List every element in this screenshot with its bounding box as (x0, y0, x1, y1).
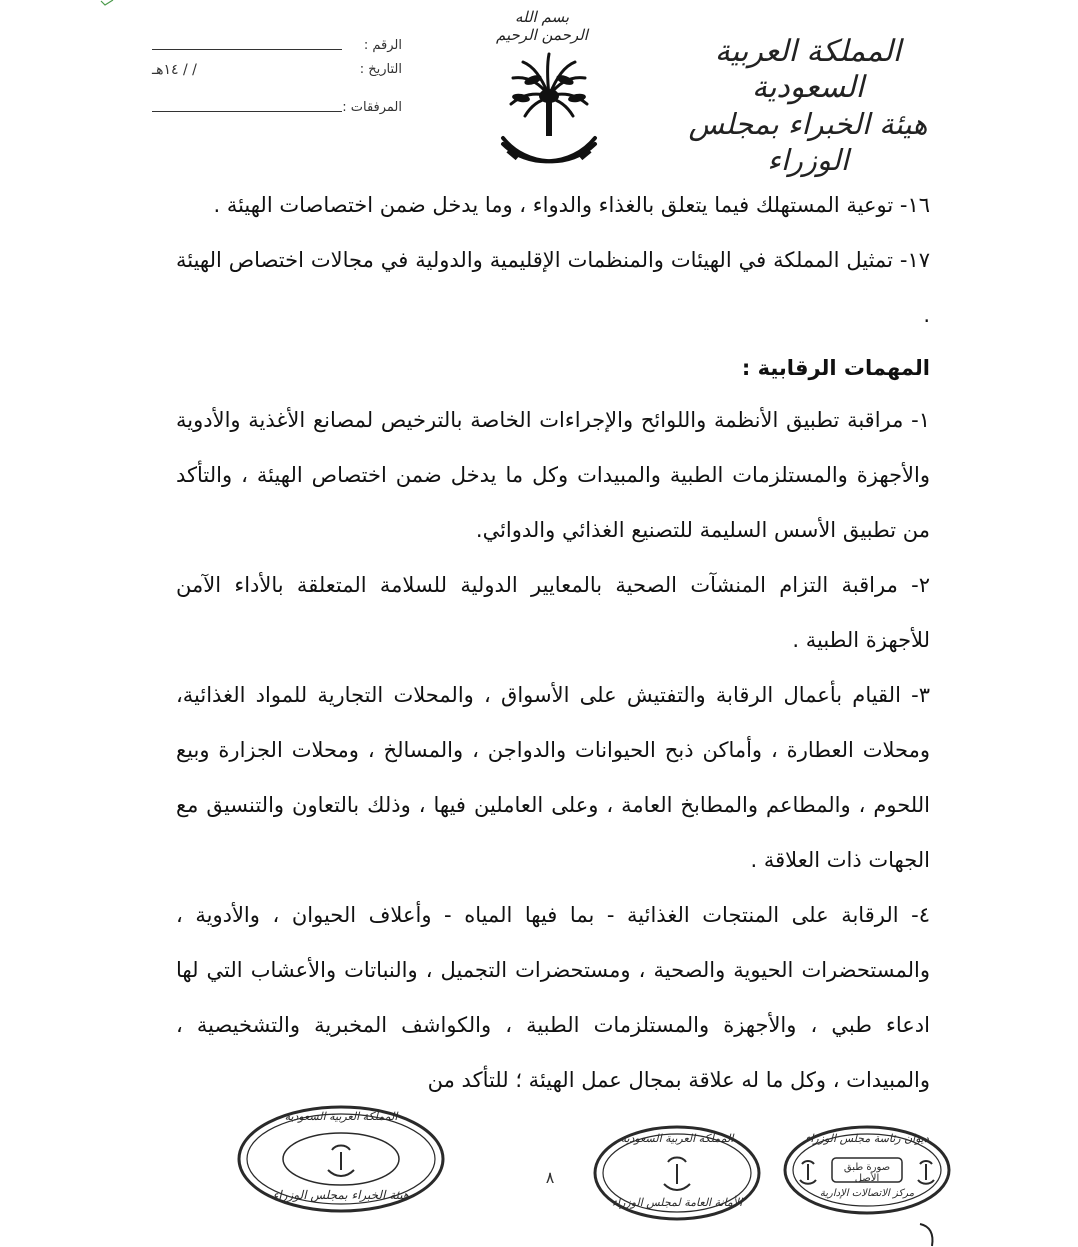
list-item-4: ٤- الرقابة على المنتجات الغذائية - بما فيها المياه - وأعلاف الحيوان ، والأدوية ، والمستحضرات الحيوية والصحية ، ومستحضرات التجميل ، والنباتات والأعشاب التي لها ادعاء طبي ، والأجهزة والمستلزمات الطبية ، والكواشف المخبرية والتشخيصية ، والمبيدات ، وكل ما له علاقة بمجال عمل الهيئة ؛ للتأكد من (176, 903, 930, 1092)
ref-number-label: الرقم : (363, 38, 402, 53)
seal-top-text: ديوان رئاسة مجلس الوزراء (805, 1132, 929, 1145)
attachments-row (152, 96, 402, 120)
seal-bottom-text: مركز الاتصالات الإدارية (819, 1188, 915, 1199)
page-number: ٨ (545, 1168, 555, 1187)
list-item-1: ١- مراقبة تطبيق الأنظمة واللوائح والإجراءات الخاصة بالترخيص لمصانع الأغذية والأدوية والأجهزة والمستلزمات الطبية والمبيدات وكل ما يدخل ضمن اختصاص الهيئة ، والتأكد من تطبيق الأسس السليمة للتصنيع الغذائي والدوائي. (176, 408, 930, 542)
letterhead-title (658, 34, 958, 178)
authority-name: هيئة الخبراء بمجلس الوزراء (688, 107, 928, 177)
seal-center-text: صورة طبق الأصل (843, 1162, 891, 1184)
seal-bottom-text: هيئة الخبراء بمجلس الوزراء (272, 1188, 410, 1202)
corner-bracket-mark (918, 1222, 938, 1247)
reference-fields (152, 34, 402, 120)
palm-swords-emblem-icon (497, 52, 601, 172)
corner-tick-mark (100, 0, 114, 6)
document-body (176, 178, 930, 1108)
attachments-line (152, 111, 342, 112)
seal-experts-authority (236, 1104, 446, 1214)
list-item-3: ٣- القيام بأعمال الرقابة والتفتيش على الأسواق ، والمحلات التجارية للمواد الغذائية، ومحلات العطارة ، وأماكن ذبح الحيوانات والدواجن ، والمسالخ ، ومحلات الجزارة وبيع اللحوم ، والمطاعم والمطابخ العامة ، وعلى العاملين فيها ، وذلك بالتعاون والتنسيق مع الجهات ذات العلاقة . (176, 683, 930, 872)
seal-bottom-text: الأمانة العامة لمجلس الوزراء (611, 1196, 743, 1209)
attachments-label: المرفقات : (342, 100, 402, 115)
list-item-17: ١٧- تمثيل المملكة في الهيئات والمنظمات الإقليمية والدولية في مجالات اختصاص الهيئة . (176, 248, 930, 327)
seal-general-secretariat (592, 1124, 762, 1222)
basmala: بسم الله الرحمن الرحيم (496, 8, 588, 44)
seal-top-text: المملكة العربية السعودية (284, 1110, 398, 1123)
section-heading: المهمات الرقابية : (741, 356, 930, 380)
list-item-16: ١٦- توعية المستهلك فيما يتعلق بالغذاء والدواء ، وما يدخل ضمن اختصاصات الهيئة . (213, 193, 930, 217)
date-row (152, 58, 402, 82)
ref-number-row (152, 34, 402, 58)
seal-presidency-office (782, 1124, 952, 1216)
ref-number-line (152, 49, 342, 50)
kingdom-name: المملكة العربية السعودية (714, 34, 902, 105)
seal-top-text: المملكة العربية السعودية (620, 1132, 734, 1145)
date-value: ١٤هـ / / (152, 62, 197, 78)
list-item-2: ٢- مراقبة التزام المنشآت الصحية بالمعايير الدولية للسلامة المتعلقة بالأداء الآمن للأجهزة الطبية . (176, 573, 930, 652)
date-label: التاريخ : (359, 62, 402, 77)
